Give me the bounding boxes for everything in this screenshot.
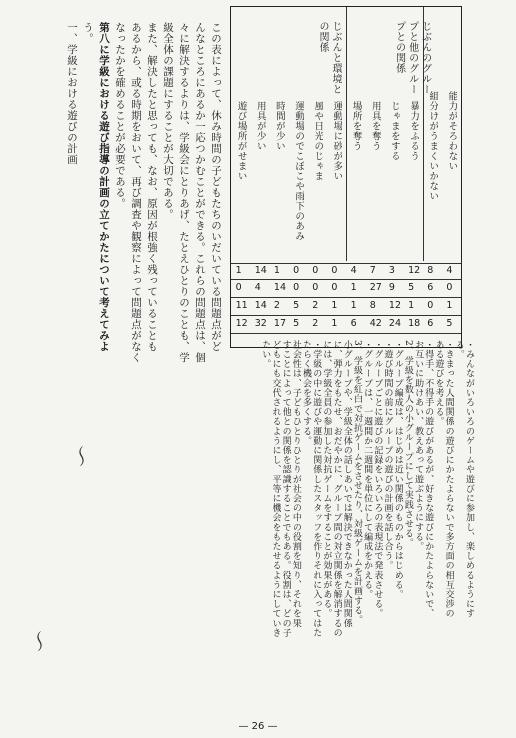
left-text-line: んなところにあるか一応つかむことができる。これらの問題点は、個 [194, 22, 206, 363]
table-cell: 7 [369, 265, 376, 276]
table-header-item: 場所を奪う [350, 101, 362, 151]
right-text-column [258, 340, 474, 712]
table-cell: 6 [427, 318, 434, 329]
table-header-item: 時間が少い [273, 101, 285, 151]
page-number: — 26 — [238, 721, 278, 732]
table-cell: 12 [408, 265, 421, 276]
table-header-item: 用具を奪う [369, 101, 381, 151]
table-cell: 12 [388, 300, 401, 311]
table-cell: 5 [408, 282, 415, 293]
table-cell: 0 [331, 265, 338, 276]
right-text-line: に、弾力をもたせ、おだやかに、グループ間の対立関係を解消するの [331, 340, 342, 638]
table-cell: 4 [446, 265, 453, 276]
table-cell: 5 [293, 318, 300, 329]
table-cell: 1 [408, 300, 415, 311]
right-text-line: ・みんながいろいろのゲームや遊びに参加し、楽しめるようにす [464, 340, 474, 619]
table-cell: 11 [235, 300, 248, 311]
table-cell: 6 [350, 318, 357, 329]
right-text-line: たらく機会を多くする。 [301, 340, 311, 446]
table-cell: 1 [273, 265, 280, 276]
table-header-item: 遊び場所がせまい [235, 101, 247, 181]
right-text-line: る。 [453, 340, 464, 360]
table-cell: 27 [369, 282, 382, 293]
right-text-line: ・グループごとに遊びの記録をいろいろの表現法で発表させる。 [372, 340, 383, 619]
right-text-line: ・きまった人間関係の遊びにかたよらないで多方面の相互交渉の [443, 340, 454, 619]
right-text-line: ・グループ編成は、はじめは近い関係のものからはじめる。 [392, 340, 403, 600]
table-cell: 0 [427, 300, 434, 311]
table-cell: 4 [254, 282, 261, 293]
wave-mark-2: 〜 [25, 630, 50, 652]
right-text-line: ・グループは、一週間か二週間を単位にして編成をかえる。 [362, 340, 373, 600]
table-header-item: じゃまをする [388, 101, 400, 161]
table-cell: 2 [273, 300, 280, 311]
table-cell: 2 [312, 300, 319, 311]
table-header-item: 風や日光のじゃま [312, 101, 324, 181]
table-row [231, 318, 461, 332]
table-cell: 1 [446, 300, 453, 311]
table-group-divider [346, 7, 347, 261]
table-cell: 9 [388, 282, 395, 293]
table-cell: 1 [331, 318, 338, 329]
table-group-label: じぶんと環境との関係 [317, 21, 341, 95]
right-text-line: お互いに助けあい、教えあって遊ぶようにする。 [413, 340, 424, 552]
table-cell: 12 [235, 318, 248, 329]
right-text-line: すことによって他との関係を認識することでもある。役割は、どの子 [280, 340, 291, 638]
table-cell: 0 [235, 282, 242, 293]
table-cell: 1 [331, 300, 338, 311]
right-text-line: 小グループや、学級全体の話しあいでは解決できなかった人間関係 [341, 340, 352, 628]
table-header-item: 暴力をふるう [408, 101, 420, 161]
table-cell: 3 [388, 265, 395, 276]
table-cell: 42 [369, 318, 382, 329]
table-cell: 14 [254, 265, 267, 276]
table-cell: 14 [254, 300, 267, 311]
table-header-item: 運動場に砂が多い [331, 101, 343, 181]
table-row [231, 265, 461, 279]
table-row [231, 300, 461, 314]
right-text-line: 2、学級を数人の小グループにして実践させる。 [402, 340, 413, 548]
right-text-line: ある遊びを考える。 [433, 340, 444, 427]
left-text-line: この表によって、休み時間の子どもたちのいだいている問題点がど [210, 22, 222, 352]
right-text-line: たい。 [260, 340, 271, 369]
table-cell: 5 [446, 318, 453, 329]
right-text-line: ・得手、不得手の遊びがあるが、好きな遊びにかたよらないで、 [423, 340, 434, 619]
table-cell: 0 [293, 265, 300, 276]
table-cell: 8 [427, 265, 434, 276]
right-text-line: ・遊び時間の前にグループの遊びの計画を話し合う。 [382, 340, 393, 571]
left-text-line: う。 [82, 22, 94, 44]
table-header-item: 運動場のでこぼこや雨下のあみ [293, 101, 305, 241]
table-header-item: 能力がそろわない [446, 91, 458, 171]
left-text-column [46, 22, 222, 363]
table-cell: 17 [273, 318, 286, 329]
table-cell: 6 [427, 282, 434, 293]
table-group-label: じぶんのグループと他のグループとの関係 [393, 21, 431, 95]
right-text-line: ・学級の中に遊びや運動に関係したスタッフを作りそれに入ってはた [311, 340, 322, 638]
left-text-line: また、解決したと思っても、なお、原因が根強く残っていることも [146, 22, 158, 352]
table-cell: 1 [350, 282, 357, 293]
right-text-line: には、学級全員の参加した対抗ゲームをすることが効果がある。 [321, 340, 332, 619]
table-cell: 4 [350, 265, 357, 276]
left-text-line: 級全体の課題にすることが大切である。 [162, 22, 174, 220]
survey-table [230, 6, 462, 348]
right-text-line: どもにも交代されるようにし、平等に機会をもたせるようにしていき [270, 340, 281, 638]
table-cell: 5 [293, 300, 300, 311]
table-header-item: 組分けがうまくいかない [427, 91, 439, 201]
table-cell: 1 [235, 265, 242, 276]
left-text-line: 一、学級における遊びの計画 [66, 22, 78, 165]
table-cell: 32 [254, 318, 267, 329]
table-cell: 1 [350, 300, 357, 311]
right-text-line: 社会性は、子どもひとりひとりが社会の中の役割を知り、それを果 [290, 340, 301, 628]
wave-mark-1: 〜 [67, 445, 92, 467]
table-header-item: 用具が少い [254, 101, 266, 151]
table-cell: 0 [293, 282, 300, 293]
right-text-line: 3、学級を紅白で対抗ゲームをさせたり、対級ゲームを計画する。 [351, 340, 362, 625]
table-cell: 0 [312, 282, 319, 293]
table-row [231, 282, 461, 296]
table-cell: 8 [369, 300, 376, 311]
table-cell: 0 [331, 282, 338, 293]
table-cell: 14 [273, 282, 286, 293]
left-text-line: なったかを確めることが必要である。 [114, 22, 126, 209]
table-cell: 18 [408, 318, 421, 329]
table-cell: 24 [388, 318, 401, 329]
table-cell: 2 [312, 318, 319, 329]
table-cell: 0 [312, 265, 319, 276]
left-text-line: 々に解決するよりは、学級会にとりあげ、たとえひとりのことも、学 [178, 22, 190, 363]
left-text-line: あるから、或る時期をおいて、再び調査や観察によって問題点がなく [130, 22, 142, 363]
left-text-line: 第八に学級における遊び指導の計画の立てかたについて考えてみよ [98, 22, 110, 352]
table-cell: 0 [446, 282, 453, 293]
